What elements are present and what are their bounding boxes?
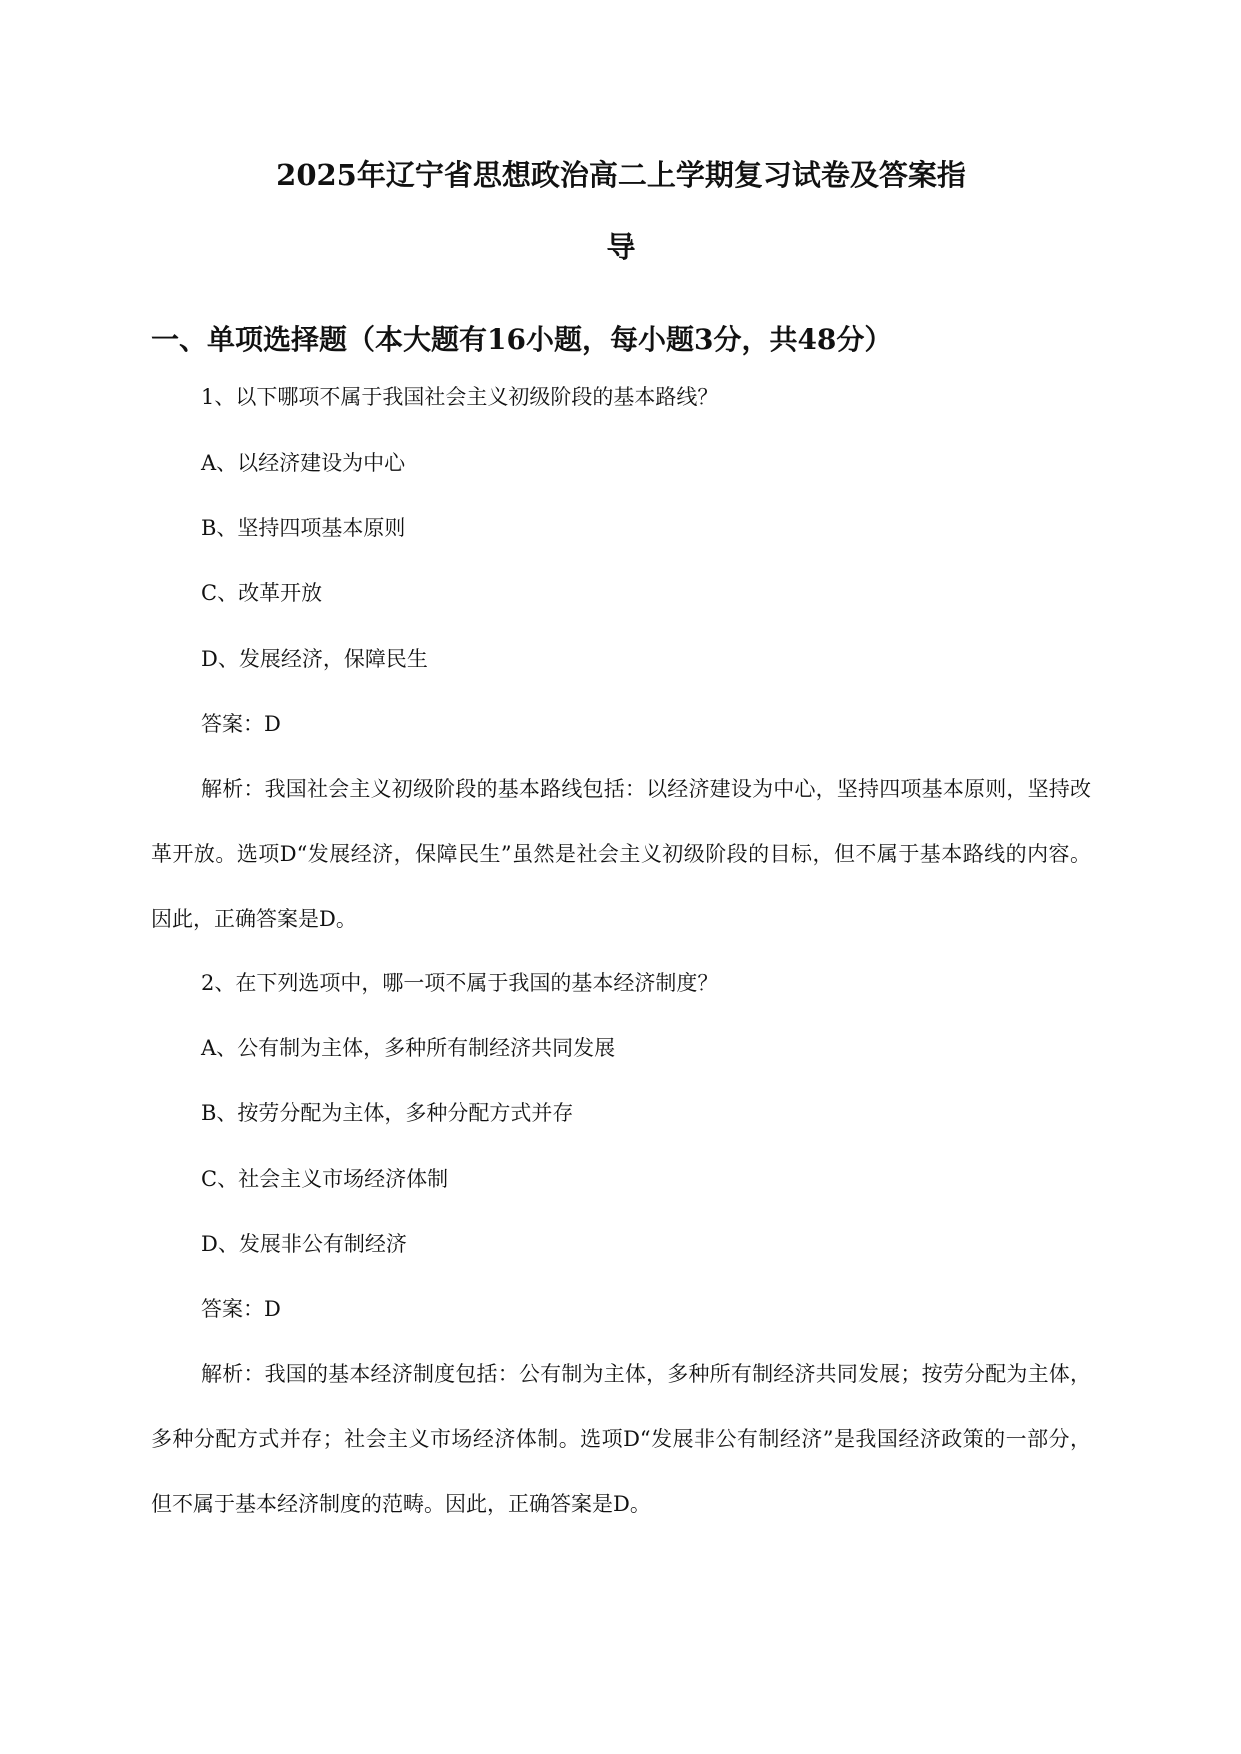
option-d: D、发展经济，保障民生 xyxy=(201,646,428,671)
question-1 xyxy=(151,383,1091,951)
question-stem: 1、以下哪项不属于我国社会主义初级阶段的基本路线？ xyxy=(201,385,719,410)
option-a: A、公有制为主体，多种所有制经济共同发展 xyxy=(201,1035,616,1060)
analysis-paragraph: 解析：我国社会主义初级阶段的基本路线包括：以经济建设为中心，坚持四项基本原则，坚持改革开放。选项D“发展经济，保障民生”虽然是社会主义初级阶段的目标，但不属于基本路线的内容。因此，正确答案是D。 xyxy=(151,776,1091,931)
option-d: D、发展非公有制经济 xyxy=(201,1232,407,1257)
section-heading: 一、单项选择题（本大题有16小题，每小题3分，共48分） xyxy=(151,322,893,356)
page-title-continuation: 导 xyxy=(606,229,636,264)
page-title: 2025年辽宁省思想政治高二上学期复习试卷及答案指 xyxy=(276,158,966,192)
option-c: C、社会主义市场经济体制 xyxy=(201,1166,449,1191)
question-2 xyxy=(151,969,1091,1537)
analysis-paragraph: 解析：我国的基本经济制度包括：公有制为主体，多种所有制经济共同发展；按劳分配为主体，多种分配方式并存；社会主义市场经济体制。选项D“发展非公有制经济”是我国经济政策的一部分，但不属于基本经济制度的范畴。因此，正确答案是D。 xyxy=(151,1361,1091,1516)
option-b: B、按劳分配为主体，多种分配方式并存 xyxy=(201,1101,574,1126)
question-stem: 2、在下列选项中，哪一项不属于我国的基本经济制度？ xyxy=(201,970,719,995)
answer-line: 答案：D xyxy=(201,712,281,737)
option-b: B、坚持四项基本原则 xyxy=(201,515,406,540)
option-a: A、以经济建设为中心 xyxy=(201,450,406,475)
answer-line: 答案：D xyxy=(201,1297,281,1322)
question-list xyxy=(151,383,1091,1537)
option-c: C、改革开放 xyxy=(201,581,323,606)
